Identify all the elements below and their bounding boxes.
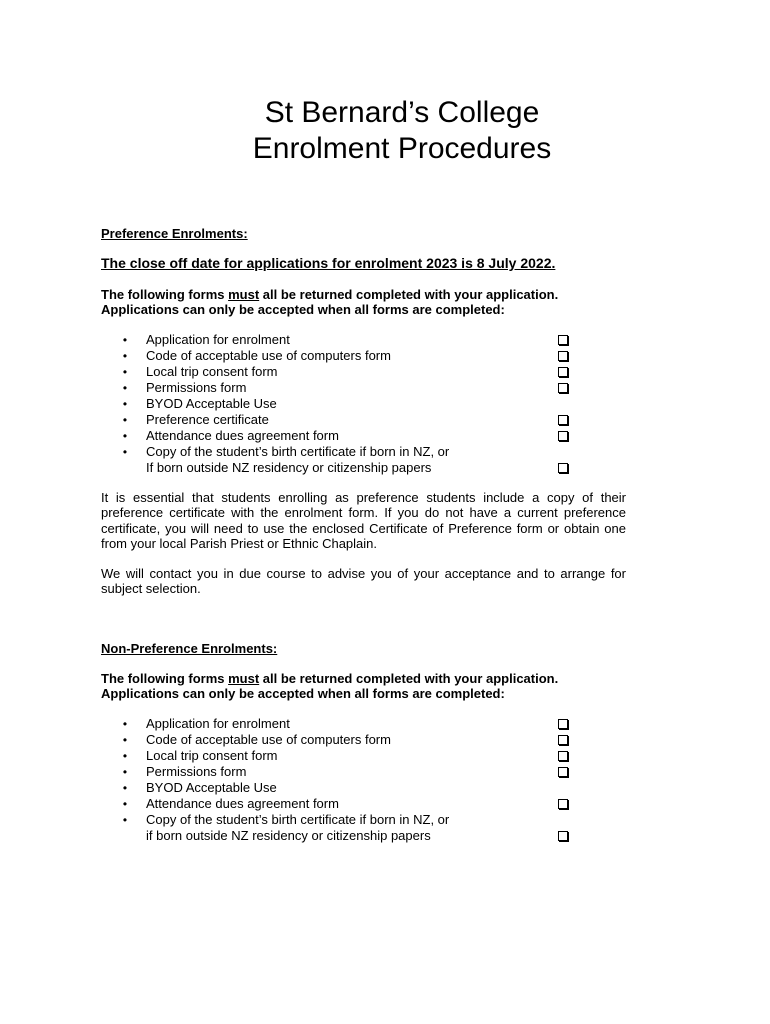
form-item-text: If born outside NZ residency or citizenship papers [146,460,432,475]
form-item-label [146,444,449,476]
form-list-item [120,364,580,380]
bullet-icon: • [122,797,128,811]
preference-paragraph-1: It is essential that students enrolling as preference students include a copy of their preference certificate with the enrolment form. If you do not have a current preference certificate, you will need to use the enclosed Certificate of Preference form or obtain one from your local Parish Priest or Ethnic Chaplain. [101,490,626,551]
checkbox-icon[interactable] [558,383,568,393]
form-list-item [120,348,580,364]
form-list-item [120,796,580,812]
instructions-line-2: Applications can only be accepted when all forms are completed: [101,302,505,317]
checkbox-icon[interactable] [558,735,568,745]
checkbox-icon[interactable] [558,415,568,425]
form-item-text: Attendance dues agreement form [146,428,339,443]
form-item-label [146,396,277,412]
form-list-item [120,444,580,476]
form-list-item [120,764,580,780]
non-preference-instructions [101,671,558,701]
checkbox-icon[interactable] [558,719,568,729]
non-preference-forms-list [120,716,580,844]
bullet-icon: • [122,333,128,347]
bullet-icon: • [122,445,128,459]
bullet-icon: • [122,381,128,395]
instructions-line-1 [101,287,558,302]
form-list-item [120,748,580,764]
form-list-item [120,332,580,348]
form-item-text: Copy of the student’s birth certificate if born in NZ, or [146,444,450,459]
instructions-text: all be returned completed with your application. [259,287,559,302]
preference-forms-list [120,332,580,476]
bullet-icon: • [122,765,128,779]
preference-paragraph-2: We will contact you in due course to advise you of your acceptance and to arrange for subject selection. [101,566,626,597]
instructions-text: The following forms [101,287,229,302]
form-item-text: BYOD Acceptable Use [146,396,277,411]
form-item-label [146,764,246,780]
form-item-text: Permissions form [146,380,247,395]
checkbox-icon[interactable] [558,463,568,473]
bullet-icon: • [122,365,128,379]
form-item-text: BYOD Acceptable Use [146,780,277,795]
bullet-icon: • [122,413,128,427]
instructions-must: must [228,671,260,686]
form-list-item [120,396,580,412]
form-item-label [146,348,391,364]
non-preference-heading: Non-Preference Enrolments: [101,641,278,656]
form-list-item [120,412,580,428]
preference-heading: Preference Enrolments: [101,226,248,241]
form-item-text: Local trip consent form [146,364,278,379]
checkbox-icon[interactable] [558,799,568,809]
close-off-date: The close off date for applications for enrolment 2023 is 8 July 2022. [101,255,556,271]
checkbox-icon[interactable] [558,767,568,777]
form-item-label [146,412,269,428]
title-line-2: Enrolment Procedures [252,132,552,165]
instructions-text: all be returned completed with your application. [259,671,559,686]
form-item-label [146,812,449,844]
instructions-must: must [228,287,260,302]
checkbox-icon[interactable] [558,335,568,345]
title-line-1: St Bernard’s College [264,96,540,129]
bullet-icon: • [122,349,128,363]
form-item-label [146,780,277,796]
form-item-text: Code of acceptable use of computers form [146,732,391,747]
preference-instructions [101,287,558,317]
bullet-icon: • [122,717,128,731]
form-list-item [120,716,580,732]
form-item-label [146,332,290,348]
instructions-line-1 [101,671,558,686]
form-list-item [120,780,580,796]
checkbox-icon[interactable] [558,367,568,377]
form-item-label [146,380,246,396]
form-list-item [120,380,580,396]
form-item-text: if born outside NZ residency or citizenship papers [146,828,431,843]
instructions-line-2: Applications can only be accepted when all forms are completed: [101,686,505,701]
bullet-icon: • [122,813,128,827]
form-list-item [120,732,580,748]
form-item-label [146,428,339,444]
form-item-text: Preference certificate [146,412,269,427]
form-item-text: Application for enrolment [146,716,290,731]
form-item-label [146,748,278,764]
form-item-label [146,732,391,748]
checkbox-icon[interactable] [558,831,568,841]
bullet-icon: • [122,781,128,795]
checkbox-icon[interactable] [558,351,568,361]
form-item-text: Permissions form [146,764,247,779]
form-item-label [146,716,290,732]
form-item-text: Application for enrolment [146,332,290,347]
form-item-text: Copy of the student’s birth certificate if born in NZ, or [146,812,450,827]
checkbox-icon[interactable] [558,751,568,761]
form-item-text: Local trip consent form [146,748,278,763]
instructions-text: The following forms [101,671,229,686]
form-list-item [120,428,580,444]
form-list-item [120,812,580,844]
bullet-icon: • [122,733,128,747]
bullet-icon: • [122,749,128,763]
bullet-icon: • [122,397,128,411]
checkbox-icon[interactable] [558,431,568,441]
form-item-text: Code of acceptable use of computers form [146,348,391,363]
form-item-text: Attendance dues agreement form [146,796,339,811]
form-item-label [146,364,278,380]
bullet-icon: • [122,429,128,443]
form-item-label [146,796,339,812]
